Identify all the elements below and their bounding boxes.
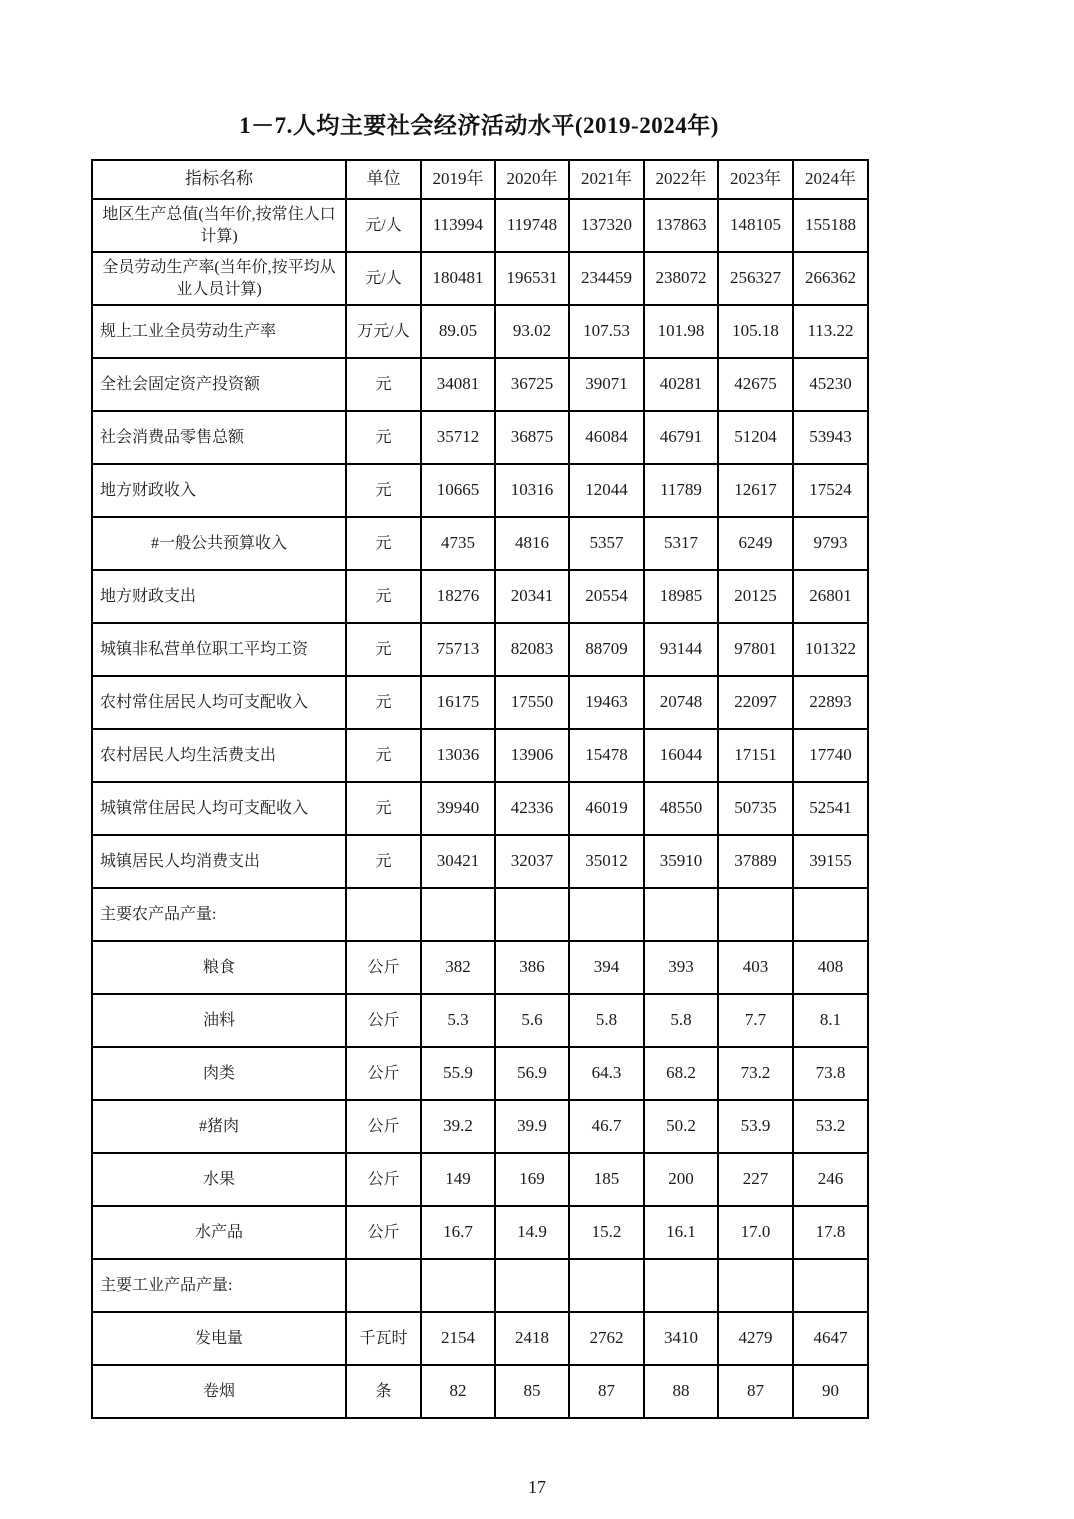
value-cell: 227	[718, 1153, 793, 1206]
value-cell: 73.8	[793, 1047, 868, 1100]
value-cell: 180481	[421, 252, 495, 305]
indicator-name-cell: 肉类	[92, 1047, 346, 1100]
value-cell: 386	[495, 941, 569, 994]
table-row	[92, 835, 868, 888]
value-cell: 5.3	[421, 994, 495, 1047]
unit-cell: 元	[346, 729, 421, 782]
value-cell: 185	[569, 1153, 644, 1206]
value-cell: 408	[793, 941, 868, 994]
value-cell: 64.3	[569, 1047, 644, 1100]
indicator-name-cell: 粮食	[92, 941, 346, 994]
value-cell: 113.22	[793, 305, 868, 358]
table-header-row	[92, 160, 868, 199]
indicator-name-cell: 规上工业全员劳动生产率	[92, 305, 346, 358]
value-cell: 393	[644, 941, 718, 994]
table-row	[92, 570, 868, 623]
value-cell: 4735	[421, 517, 495, 570]
value-cell: 266362	[793, 252, 868, 305]
value-cell: 17550	[495, 676, 569, 729]
value-cell: 101.98	[644, 305, 718, 358]
value-cell: 30421	[421, 835, 495, 888]
value-cell: 82083	[495, 623, 569, 676]
value-cell: 87	[718, 1365, 793, 1418]
indicator-name-cell: 发电量	[92, 1312, 346, 1365]
value-cell	[718, 1259, 793, 1312]
value-cell: 53.9	[718, 1100, 793, 1153]
header-year-2020: 2020年	[495, 160, 569, 199]
table-row	[92, 305, 868, 358]
value-cell: 88709	[569, 623, 644, 676]
unit-cell: 公斤	[346, 1206, 421, 1259]
value-cell: 35910	[644, 835, 718, 888]
value-cell	[718, 888, 793, 941]
table-row	[92, 1047, 868, 1100]
value-cell	[644, 1259, 718, 1312]
value-cell: 382	[421, 941, 495, 994]
value-cell	[495, 1259, 569, 1312]
unit-cell: 元/人	[346, 252, 421, 305]
value-cell: 50735	[718, 782, 793, 835]
value-cell: 39.2	[421, 1100, 495, 1153]
indicator-name-cell: 全社会固定资产投资额	[92, 358, 346, 411]
unit-cell: 公斤	[346, 1153, 421, 1206]
indicator-name-cell: #一般公共预算收入	[92, 517, 346, 570]
statistics-table	[91, 159, 869, 1419]
value-cell: 35012	[569, 835, 644, 888]
value-cell: 48550	[644, 782, 718, 835]
table-row	[92, 623, 868, 676]
table-row	[92, 1153, 868, 1206]
value-cell: 105.18	[718, 305, 793, 358]
value-cell: 36875	[495, 411, 569, 464]
table-row	[92, 1100, 868, 1153]
value-cell: 13036	[421, 729, 495, 782]
unit-cell: 元	[346, 676, 421, 729]
value-cell: 16044	[644, 729, 718, 782]
value-cell: 13906	[495, 729, 569, 782]
value-cell: 88	[644, 1365, 718, 1418]
value-cell: 6249	[718, 517, 793, 570]
unit-cell: 公斤	[346, 1100, 421, 1153]
unit-cell	[346, 888, 421, 941]
value-cell: 20125	[718, 570, 793, 623]
value-cell: 93.02	[495, 305, 569, 358]
value-cell: 53.2	[793, 1100, 868, 1153]
value-cell: 39940	[421, 782, 495, 835]
table-row	[92, 358, 868, 411]
table-row	[92, 1365, 868, 1418]
indicator-name-cell: 油料	[92, 994, 346, 1047]
value-cell: 2154	[421, 1312, 495, 1365]
value-cell: 238072	[644, 252, 718, 305]
value-cell: 39071	[569, 358, 644, 411]
value-cell	[421, 1259, 495, 1312]
indicator-name-cell: 水果	[92, 1153, 346, 1206]
value-cell: 14.9	[495, 1206, 569, 1259]
value-cell: 9793	[793, 517, 868, 570]
header-year-2024: 2024年	[793, 160, 868, 199]
value-cell: 403	[718, 941, 793, 994]
value-cell: 234459	[569, 252, 644, 305]
table-row	[92, 464, 868, 517]
value-cell: 5.8	[644, 994, 718, 1047]
indicator-name-cell: 农村常住居民人均可支配收入	[92, 676, 346, 729]
value-cell: 40281	[644, 358, 718, 411]
value-cell: 68.2	[644, 1047, 718, 1100]
value-cell: 18985	[644, 570, 718, 623]
value-cell: 53943	[793, 411, 868, 464]
value-cell: 137320	[569, 199, 644, 252]
value-cell: 10665	[421, 464, 495, 517]
value-cell: 12044	[569, 464, 644, 517]
value-cell	[569, 1259, 644, 1312]
value-cell: 5317	[644, 517, 718, 570]
value-cell: 46019	[569, 782, 644, 835]
unit-cell: 公斤	[346, 941, 421, 994]
value-cell: 5357	[569, 517, 644, 570]
table-row	[92, 252, 868, 305]
unit-cell: 元	[346, 570, 421, 623]
value-cell: 36725	[495, 358, 569, 411]
unit-cell: 公斤	[346, 1047, 421, 1100]
value-cell: 20554	[569, 570, 644, 623]
unit-cell: 万元/人	[346, 305, 421, 358]
value-cell	[644, 888, 718, 941]
value-cell: 4816	[495, 517, 569, 570]
value-cell: 46791	[644, 411, 718, 464]
unit-cell: 元	[346, 623, 421, 676]
value-cell: 119748	[495, 199, 569, 252]
value-cell: 97801	[718, 623, 793, 676]
value-cell: 16175	[421, 676, 495, 729]
value-cell: 42675	[718, 358, 793, 411]
value-cell: 17740	[793, 729, 868, 782]
value-cell: 3410	[644, 1312, 718, 1365]
value-cell: 107.53	[569, 305, 644, 358]
value-cell: 32037	[495, 835, 569, 888]
unit-cell: 元	[346, 835, 421, 888]
unit-cell: 元	[346, 782, 421, 835]
value-cell: 16.7	[421, 1206, 495, 1259]
value-cell: 149	[421, 1153, 495, 1206]
value-cell: 200	[644, 1153, 718, 1206]
value-cell: 394	[569, 941, 644, 994]
page-title: 1－7.人均主要社会经济活动水平(2019-2024年)	[239, 113, 719, 138]
header-year-2022: 2022年	[644, 160, 718, 199]
value-cell: 19463	[569, 676, 644, 729]
value-cell: 5.6	[495, 994, 569, 1047]
table-row	[92, 941, 868, 994]
unit-cell: 条	[346, 1365, 421, 1418]
value-cell: 37889	[718, 835, 793, 888]
value-cell: 56.9	[495, 1047, 569, 1100]
unit-cell: 元	[346, 464, 421, 517]
value-cell: 169	[495, 1153, 569, 1206]
value-cell: 17.0	[718, 1206, 793, 1259]
value-cell: 15.2	[569, 1206, 644, 1259]
value-cell: 34081	[421, 358, 495, 411]
value-cell: 51204	[718, 411, 793, 464]
value-cell: 16.1	[644, 1206, 718, 1259]
value-cell: 85	[495, 1365, 569, 1418]
indicator-name-cell: 主要农产品产量:	[92, 888, 346, 941]
table-row	[92, 729, 868, 782]
value-cell: 246	[793, 1153, 868, 1206]
page-number: 17	[528, 1477, 546, 1497]
value-cell: 39155	[793, 835, 868, 888]
value-cell: 42336	[495, 782, 569, 835]
value-cell: 10316	[495, 464, 569, 517]
value-cell: 46084	[569, 411, 644, 464]
value-cell: 89.05	[421, 305, 495, 358]
indicator-name-cell: 主要工业产品产量:	[92, 1259, 346, 1312]
value-cell	[569, 888, 644, 941]
value-cell: 20748	[644, 676, 718, 729]
table-row	[92, 782, 868, 835]
header-year-2021: 2021年	[569, 160, 644, 199]
value-cell: 113994	[421, 199, 495, 252]
value-cell: 20341	[495, 570, 569, 623]
table-row	[92, 199, 868, 252]
indicator-name-cell: 城镇居民人均消费支出	[92, 835, 346, 888]
header-indicator-name: 指标名称	[92, 160, 346, 199]
value-cell: 17524	[793, 464, 868, 517]
value-cell: 39.9	[495, 1100, 569, 1153]
value-cell: 26801	[793, 570, 868, 623]
indicator-name-cell: #猪肉	[92, 1100, 346, 1153]
indicator-name-cell: 全员劳动生产率(当年价,按平均从业人员计算)	[92, 252, 346, 305]
value-cell: 4647	[793, 1312, 868, 1365]
unit-cell: 元/人	[346, 199, 421, 252]
table-row	[92, 1312, 868, 1365]
header-unit: 单位	[346, 160, 421, 199]
value-cell: 50.2	[644, 1100, 718, 1153]
value-cell: 73.2	[718, 1047, 793, 1100]
unit-cell: 元	[346, 358, 421, 411]
indicator-name-cell: 城镇非私营单位职工平均工资	[92, 623, 346, 676]
indicator-name-cell: 社会消费品零售总额	[92, 411, 346, 464]
table-row	[92, 994, 868, 1047]
unit-cell: 元	[346, 411, 421, 464]
value-cell: 2418	[495, 1312, 569, 1365]
value-cell: 18276	[421, 570, 495, 623]
indicator-name-cell: 地方财政收入	[92, 464, 346, 517]
unit-cell: 元	[346, 517, 421, 570]
table-row	[92, 676, 868, 729]
value-cell: 5.8	[569, 994, 644, 1047]
value-cell: 35712	[421, 411, 495, 464]
value-cell: 155188	[793, 199, 868, 252]
value-cell: 256327	[718, 252, 793, 305]
value-cell: 15478	[569, 729, 644, 782]
value-cell: 196531	[495, 252, 569, 305]
value-cell: 2762	[569, 1312, 644, 1365]
unit-cell: 公斤	[346, 994, 421, 1047]
header-year-2023: 2023年	[718, 160, 793, 199]
value-cell: 137863	[644, 199, 718, 252]
table-row	[92, 517, 868, 570]
value-cell: 22893	[793, 676, 868, 729]
table-row	[92, 1259, 868, 1312]
value-cell	[421, 888, 495, 941]
value-cell: 46.7	[569, 1100, 644, 1153]
value-cell: 87	[569, 1365, 644, 1418]
value-cell: 7.7	[718, 994, 793, 1047]
unit-cell	[346, 1259, 421, 1312]
indicator-name-cell: 地方财政支出	[92, 570, 346, 623]
value-cell: 75713	[421, 623, 495, 676]
header-year-2019: 2019年	[421, 160, 495, 199]
value-cell	[793, 1259, 868, 1312]
value-cell: 8.1	[793, 994, 868, 1047]
value-cell: 52541	[793, 782, 868, 835]
value-cell: 45230	[793, 358, 868, 411]
indicator-name-cell: 农村居民人均生活费支出	[92, 729, 346, 782]
value-cell: 90	[793, 1365, 868, 1418]
value-cell: 11789	[644, 464, 718, 517]
value-cell	[495, 888, 569, 941]
indicator-name-cell: 卷烟	[92, 1365, 346, 1418]
value-cell: 17151	[718, 729, 793, 782]
table-row	[92, 1206, 868, 1259]
unit-cell: 千瓦时	[346, 1312, 421, 1365]
indicator-name-cell: 城镇常住居民人均可支配收入	[92, 782, 346, 835]
value-cell: 12617	[718, 464, 793, 517]
value-cell: 101322	[793, 623, 868, 676]
table-row	[92, 411, 868, 464]
value-cell	[793, 888, 868, 941]
table-row	[92, 888, 868, 941]
value-cell: 93144	[644, 623, 718, 676]
indicator-name-cell: 水产品	[92, 1206, 346, 1259]
value-cell: 4279	[718, 1312, 793, 1365]
value-cell: 55.9	[421, 1047, 495, 1100]
value-cell: 148105	[718, 199, 793, 252]
value-cell: 22097	[718, 676, 793, 729]
indicator-name-cell: 地区生产总值(当年价,按常住人口计算)	[92, 199, 346, 252]
value-cell: 82	[421, 1365, 495, 1418]
value-cell: 17.8	[793, 1206, 868, 1259]
